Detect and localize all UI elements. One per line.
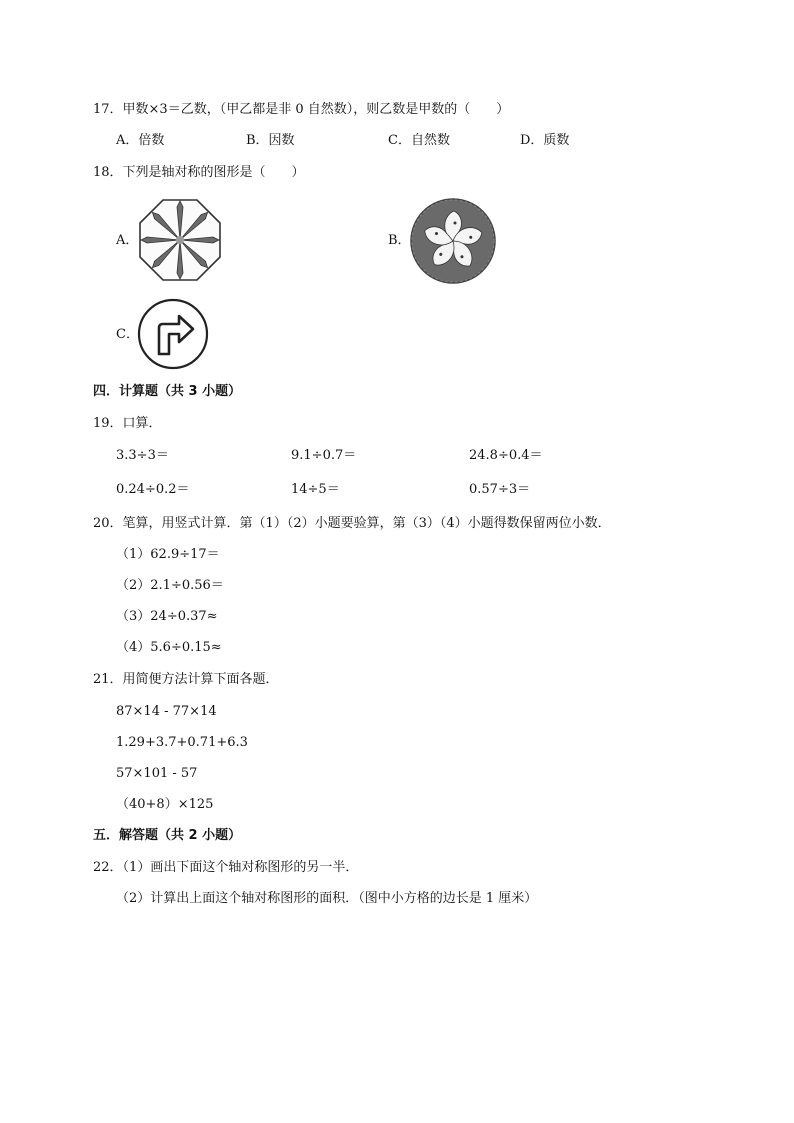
- q20-item: （3）24÷0.37≈: [116, 609, 218, 624]
- q19-item: 3.3÷3＝: [116, 448, 169, 463]
- q18-label-a: A．: [116, 233, 139, 248]
- q17-option-d: D．质数: [520, 133, 570, 148]
- q19-item: 24.8÷0.4＝: [469, 448, 543, 463]
- q19-item: 9.1÷0.7＝: [291, 448, 357, 463]
- q18-stem: 18．下列是轴对称的图形是（ ）: [93, 165, 305, 180]
- q18-label-b: B．: [388, 233, 411, 248]
- q17-option-a: A．倍数: [116, 133, 165, 148]
- q20-item: （4）5.6÷0.15≈: [116, 640, 222, 655]
- bauhinia-emblem-figure: [410, 197, 496, 285]
- q21-stem: 21．用简便方法计算下面各题．: [93, 672, 279, 687]
- star-octagon-figure: [137, 197, 223, 283]
- turn-arrow-sign-figure: [137, 298, 209, 370]
- section-5-heading: 五．解答题（共 2 小题）: [93, 828, 242, 843]
- q19-stem: 19．口算．: [93, 416, 162, 431]
- q18-label-c: C．: [116, 327, 139, 342]
- q22-part2: （2）计算出上面这个轴对称图形的面积．（图中小方格的边长是 1 厘米）: [116, 891, 538, 906]
- q21-item: （40+8）×125: [116, 797, 214, 812]
- q21-item: 57×101 - 57: [116, 766, 198, 781]
- q20-item: （1）62.9÷17＝: [116, 547, 220, 562]
- q22-part1: 22．（1）画出下面这个轴对称图形的另一半．: [93, 860, 359, 875]
- q17-stem: 17．甲数×3＝乙数，（甲乙都是非 0 自然数），则乙数是甲数的（ ）: [93, 102, 510, 117]
- q17-option-c: C．自然数: [388, 133, 450, 148]
- q17-option-b: B．因数: [246, 133, 295, 148]
- section-4-heading: 四．计算题（共 3 小题）: [93, 384, 242, 399]
- q20-item: （2）2.1÷0.56＝: [116, 578, 224, 593]
- q21-item: 1.29+3.7+0.71+6.3: [116, 735, 248, 750]
- q19-item: 14÷5＝: [291, 482, 340, 497]
- q20-stem: 20．笔算，用竖式计算．第（1）（2）小题要验算，第（3）（4）小题得数保留两位小数．: [93, 516, 611, 531]
- q21-item: 87×14 - 77×14: [116, 704, 217, 719]
- q19-item: 0.57÷3＝: [469, 482, 531, 497]
- q19-item: 0.24÷0.2＝: [116, 482, 190, 497]
